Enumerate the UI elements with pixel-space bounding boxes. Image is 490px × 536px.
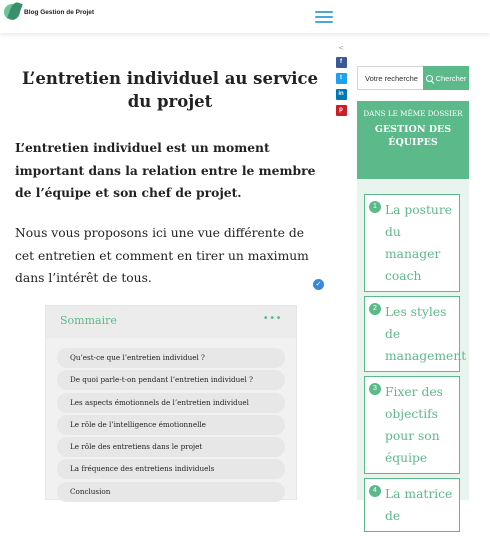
site-logo[interactable] [4, 4, 94, 20]
search-button[interactable] [423, 66, 469, 90]
toc-toggle-icon[interactable]: ••• [262, 313, 282, 324]
toc-item[interactable]: Le rôle de l’intelligence émotionnelle [57, 415, 285, 435]
related-articles-box [357, 101, 469, 523]
pinterest-icon[interactable]: p [336, 105, 347, 116]
toc-list [57, 348, 285, 504]
toc-item[interactable]: La fréquence des entretiens individuels [57, 459, 285, 479]
related-item-label[interactable]: Fixer des objectifs pour son équipe [385, 385, 443, 465]
toc-item[interactable]: Les aspects émotionnels de l’entretien individuel [57, 393, 285, 413]
search-form [357, 66, 469, 90]
leaf-logo-icon [4, 4, 20, 20]
item-number: 4 [369, 485, 381, 497]
related-header [357, 101, 469, 179]
toc-item[interactable]: Conclusion [57, 482, 285, 502]
table-of-contents [45, 305, 297, 500]
item-number: 2 [369, 303, 381, 315]
toc-item[interactable]: Le rôle des entretiens dans le projet [57, 437, 285, 457]
related-item-label[interactable]: La matrice de [385, 487, 453, 523]
item-number: 1 [369, 201, 381, 213]
related-item[interactable] [364, 296, 467, 372]
check-badge-icon: ✓ [313, 279, 324, 290]
toc-title: Sommaire [60, 314, 117, 327]
related-item-label[interactable]: Les styles de management [385, 305, 467, 363]
page-title: L’entretien individuel au service du projet [21, 69, 319, 111]
related-kicker: DANS LE MÊME DOSSIER [363, 109, 463, 118]
share-bar [335, 44, 347, 116]
linkedin-icon[interactable]: in [336, 89, 347, 100]
related-list [364, 194, 467, 536]
related-item[interactable] [364, 194, 460, 292]
search-icon [426, 75, 433, 82]
related-item[interactable] [364, 376, 460, 474]
search-button-label: Chercher [435, 73, 467, 83]
item-number: 3 [369, 383, 381, 395]
related-heading: GESTION DES ÉQUIPES [374, 124, 452, 148]
toc-item[interactable]: De quoi parle-t-on pendant l’entretien individuel ? [57, 370, 285, 390]
twitter-icon[interactable]: t [336, 73, 347, 84]
hamburger-menu-icon[interactable] [315, 11, 333, 23]
toc-header [46, 306, 296, 338]
share-icon: < [338, 44, 344, 52]
toc-item[interactable]: Qu’est-ce que l’entretien individuel ? [57, 348, 285, 368]
related-item-label[interactable]: La posture du manager coach [385, 203, 453, 283]
related-item[interactable] [364, 478, 460, 532]
site-header [0, 0, 490, 33]
article-lead: L’entretien individuel est un moment important dans la relation entre le membre de l’équipe et son chef de projet. [15, 140, 316, 200]
facebook-icon[interactable]: f [336, 57, 347, 68]
article-paragraph: Nous vous proposons ici une vue différente de cet entretien et comment en tirer un maximum dans l’intérêt de tous. [15, 226, 309, 285]
search-input[interactable] [357, 66, 423, 90]
site-brand[interactable]: Blog Gestion de Projet [24, 8, 95, 16]
